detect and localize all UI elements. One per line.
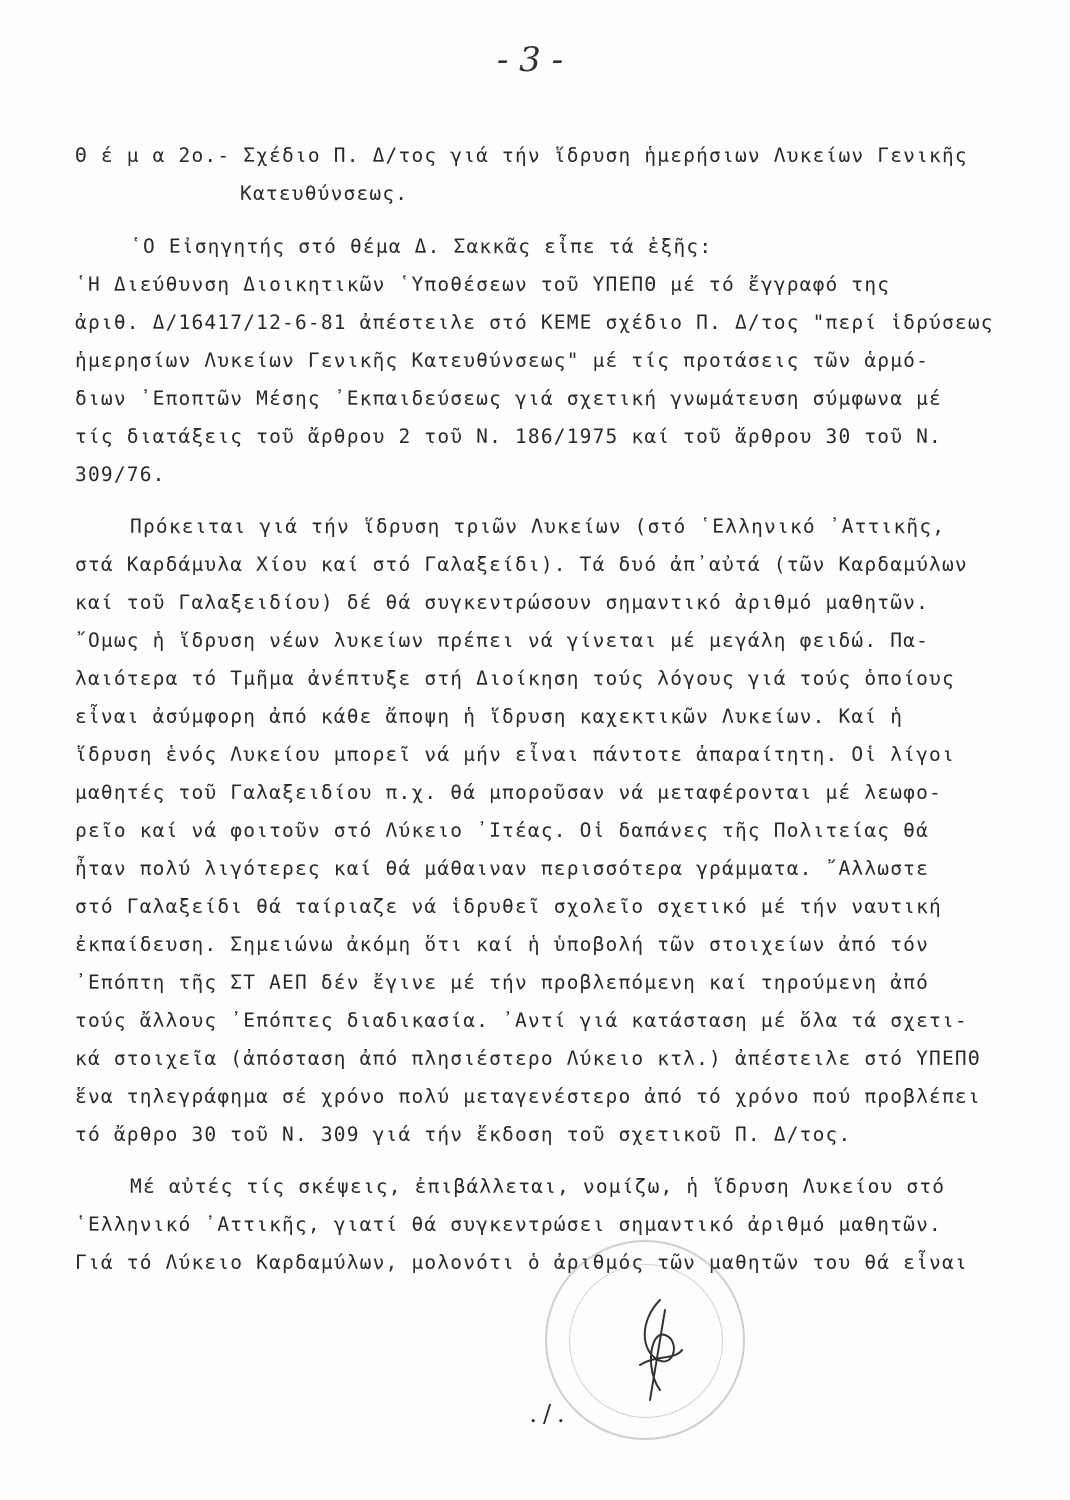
page-number: - 3 - [496, 40, 564, 80]
subject-line-1: Θ έ μ α 2ο.- Σχέδιο Π. Δ/τος γιά τήν ἵδρυση ἡμερήσιων Λυκείων Γενικῆς [75, 144, 968, 167]
paragraph2-line: τό ἄρθρο 30 τοῦ Ν. 309 γιά τήν ἔκδοση τοῦ σχετικοῦ Π. Δ/τος. [75, 1123, 852, 1146]
paragraph2-line: τούς ἄλλους ᾿Επόπτες διαδικασία. ᾿Αντί γιά κατάσταση μέ ὅλα τά σχετι- [75, 1009, 968, 1032]
paragraph1-line: ῾Η Διεύθυνση Διοικητικῶν ῾Υποθέσεων τοῦ ΥΠΕΠΘ μέ τό ἔγγραφό της [75, 273, 891, 296]
continuation-mark: ./. [529, 1400, 571, 1428]
paragraph1-line: ἡμερησίων Λυκείων Γενικῆς Κατευθύνσεως" μέ τίς προτάσεις τῶν ἁρμό- [75, 349, 930, 372]
paragraph2-line: στό Γαλαξείδι θά ταίριαζε νά ἱδρυθεῖ σχολεῖο σχετικό μέ τήν ναυτική [75, 895, 942, 918]
paragraph1-line: διων ᾿Εποπτῶν Μέσης ᾿Εκπαιδεύσεως γιά σχετική γνωμάτευση σύμφωνα μέ [75, 387, 942, 410]
paragraph2-line: λαιότερα τό Τμῆμα ἀνέπτυξε στή Διοίκηση τούς λόγους γιά τούς ὁποίους [75, 667, 955, 690]
paragraph2-line: στά Καρδάμυλα Χίου καί στό Γαλαξείδι). Τά δυό ἀπ᾿αὐτά (τῶν Καρδαμύλων [75, 553, 968, 576]
paragraph2-line: εἶναι ἀσύμφορη ἀπό κάθε ἄποψη ἡ ἵδρυση καχεκτικῶν Λυκείων. Καί ἡ [75, 705, 904, 728]
intro-line: ῾Ο Εἰσηγητής στό θέμα Δ. Σακκᾶς εἶπε τά ἑξῆς: [130, 235, 713, 258]
paragraph2-line: ἕνα τηλεγράφημα σέ χρόνο πολύ μεταγενέστερο ἀπό τό χρόνο πού προβλέπει [75, 1085, 981, 1108]
signature [620, 1290, 700, 1410]
paragraph2-line: ᾿Επόπτη τῆς ΣΤ ΑΕΠ δέν ἔγινε μέ τήν προβλεπόμενη καί τηρούμενη ἀπό [75, 971, 930, 994]
subject-line-2: Κατευθύνσεως. [240, 182, 409, 205]
paragraph2-line: ἦταν πολύ λιγότερες καί θά μάθαιναν περισσότερα γράμματα. ῎Αλλωστε [75, 857, 930, 880]
paragraph3-line: Μέ αὐτές τίς σκέψεις, ἐπιβάλλεται, νομίζω, ἡ ἵδρυση Λυκείου στό [130, 1175, 946, 1198]
paragraph2-line: καί τοῦ Γαλαξειδίου) δέ θά συγκεντρώσουν σημαντικό ἀριθμό μαθητῶν. [75, 591, 930, 614]
paragraph2-line: μαθητές τοῦ Γαλαξειδίου π.χ. θά μποροῦσαν νά μεταφέρονται μέ λεωφο- [75, 781, 942, 804]
paragraph3-line: Γιά τό Λύκειο Καρδαμύλων, μολονότι ὁ ἀριθμός τῶν μαθητῶν του θά εἶναι [75, 1251, 968, 1274]
paragraph1-line: 309/76. [75, 463, 166, 486]
paragraph2-line: κά στοιχεῖα (ἀπόσταση ἀπό πλησιέστερο Λύκειο κτλ.) ἀπέστειλε στό ΥΠΕΠΘ [75, 1047, 981, 1070]
paragraph2-line: ρεῖο καί νά φοιτοῦν στό Λύκειο ᾿Ιτέας. Οἱ δαπάνες τῆς Πολιτείας θά [75, 819, 930, 842]
paragraph2-line: ῎Ομως ἡ ἵδρυση νέων λυκείων πρέπει νά γίνεται μέ μεγάλη φειδώ. Πα- [75, 629, 930, 652]
paragraph2-line: ἐκπαίδευση. Σημειώνω ἀκόμη ὅτι καί ἡ ὑποβολή τῶν στοιχείων ἀπό τόν [75, 933, 930, 956]
paragraph2-line: ἵδρυση ἑνός Λυκείου μπορεῖ νά μήν εἶναι πάντοτε ἀπαραίτητη. Οἱ λίγοι [75, 743, 955, 766]
paragraph3-line: ῾Ελληνικό ᾿Αττικῆς, γιατί θά συγκεντρώσει σημαντικό ἀριθμό μαθητῶν. [75, 1213, 942, 1236]
paragraph2-line: Πρόκειται γιά τήν ἵδρυση τριῶν Λυκείων (στό ῾Ελληνικό ᾿Αττικῆς, [130, 515, 946, 538]
paragraph1-line: ἀριθ. Δ/16417/12-6-81 ἀπέστειλε στό ΚΕΜΕ σχέδιο Π. Δ/τος "περί ἱδρύσεως [75, 311, 994, 334]
paragraph1-line: τίς διατάξεις τοῦ ἄρθρου 2 τοῦ Ν. 186/1975 καί τοῦ ἄρθρου 30 τοῦ Ν. [75, 425, 942, 448]
